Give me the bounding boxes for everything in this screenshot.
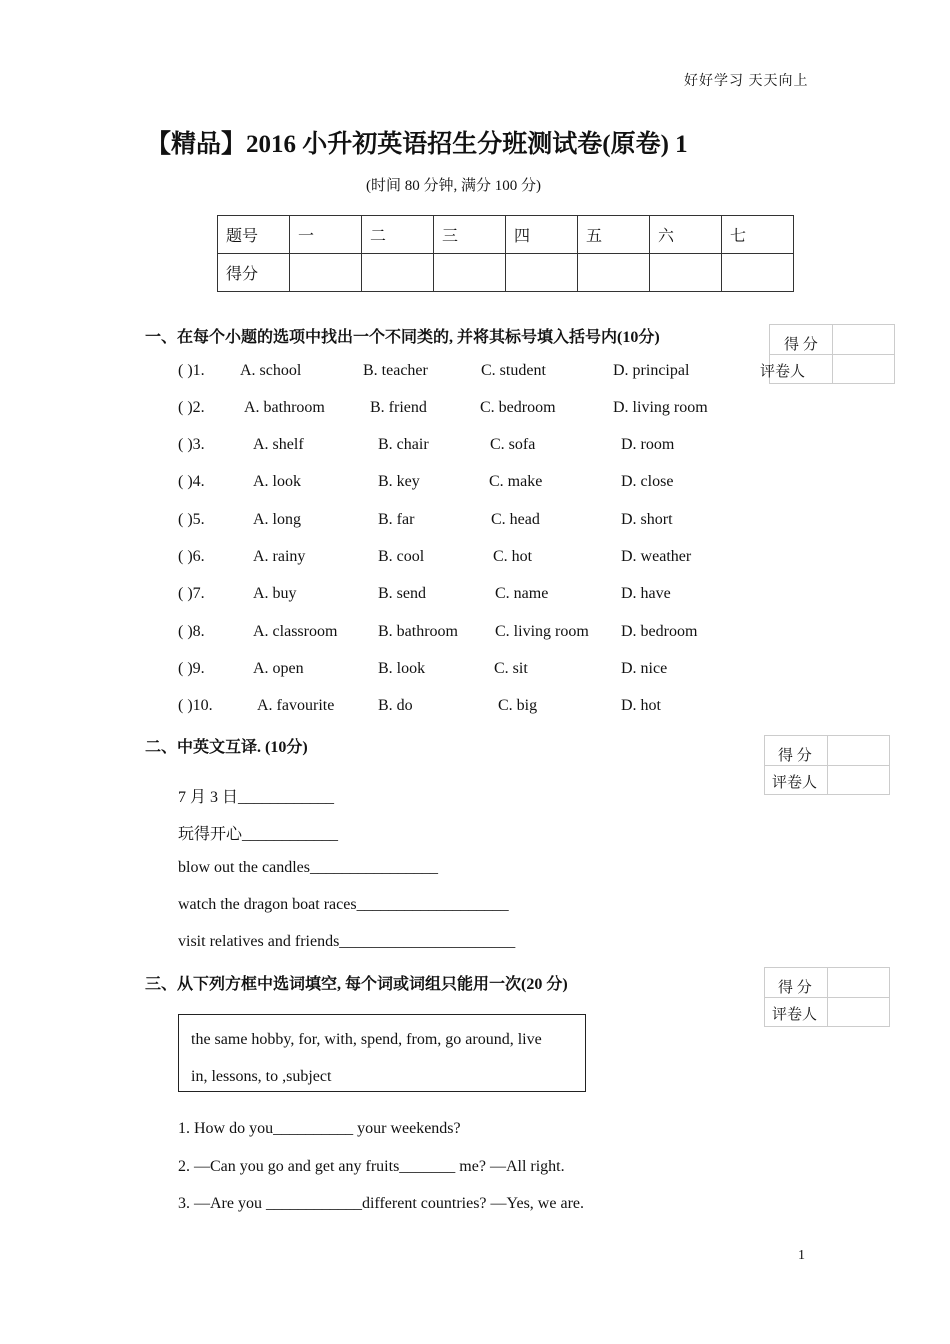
option-a: A. bathroom — [244, 399, 325, 416]
fill-blank-item: 1. How do you__________ your weekends? — [178, 1120, 461, 1137]
question-number: ( )8. — [178, 623, 205, 640]
option-d: D. weather — [621, 548, 692, 565]
grader-box — [764, 735, 890, 795]
option-c: C. hot — [493, 548, 533, 565]
option-b: B. look — [378, 660, 426, 677]
table-cell — [506, 254, 578, 292]
table-cell: 题号 — [218, 216, 290, 254]
question-number: ( )4. — [178, 473, 205, 490]
option-a: A. look — [253, 473, 301, 490]
option-c: C. big — [498, 697, 538, 714]
question-number: ( )3. — [178, 436, 205, 453]
grader-label: 评卷人 — [772, 775, 818, 791]
question-row — [178, 660, 738, 684]
fill-blank-item: 2. —Can you go and get any fruits_______ me? —All right. — [178, 1158, 565, 1175]
option-c: C. name — [495, 585, 549, 602]
page-number: 1 — [798, 1248, 805, 1263]
question-number: ( )10. — [178, 697, 213, 714]
word-bank-line: the same hobby, for, with, spend, from, go around, live — [191, 1031, 542, 1048]
question-row — [178, 623, 738, 647]
question-row — [178, 511, 738, 535]
option-d: D. have — [621, 585, 671, 602]
translation-item: 玩得开心____________ — [178, 826, 339, 843]
option-a: A. rainy — [253, 548, 306, 565]
option-b: B. teacher — [363, 362, 428, 379]
table-cell — [650, 254, 722, 292]
option-d: D. nice — [621, 660, 668, 677]
question-row — [178, 548, 738, 572]
grader-label: 评卷人 — [760, 364, 806, 380]
option-a: A. long — [253, 511, 301, 528]
grader-label: 评卷人 — [772, 1007, 818, 1023]
option-b: B. key — [378, 473, 420, 490]
option-d: D. living room — [613, 399, 708, 416]
table-cell: 六 — [650, 216, 722, 254]
grader-box — [760, 324, 895, 384]
score-table — [217, 215, 794, 292]
score-table-header-row — [218, 216, 794, 254]
table-cell — [722, 254, 794, 292]
section2-title: 二、中英文互译. (10分) — [145, 739, 308, 756]
option-b: B. cool — [378, 548, 425, 565]
option-a: A. classroom — [253, 623, 338, 640]
option-c: C. bedroom — [480, 399, 556, 416]
option-b: B. do — [378, 697, 413, 714]
option-b: B. friend — [370, 399, 427, 416]
score-table-score-row — [218, 254, 794, 292]
question-row — [178, 362, 738, 386]
option-c: C. make — [489, 473, 543, 490]
table-cell — [290, 254, 362, 292]
question-number: ( )9. — [178, 660, 205, 677]
option-a: A. shelf — [253, 436, 304, 453]
table-cell — [578, 254, 650, 292]
option-b: B. chair — [378, 436, 429, 453]
option-d: D. close — [621, 473, 674, 490]
question-number: ( )6. — [178, 548, 205, 565]
fill-blank-item: 3. —Are you ____________different countries? —Yes, we are. — [178, 1195, 584, 1212]
page-header: 好好学习 天天向上 — [684, 74, 809, 89]
table-cell: 三 — [434, 216, 506, 254]
option-d: D. room — [621, 436, 675, 453]
table-cell: 四 — [506, 216, 578, 254]
option-c: C. student — [481, 362, 546, 379]
section3-title: 三、从下列方框中选词填空, 每个词或词组只能用一次(20 分) — [145, 976, 568, 993]
table-cell: 七 — [722, 216, 794, 254]
option-d: D. hot — [621, 697, 661, 714]
question-row — [178, 585, 738, 609]
translation-item: 7 月 3 日____________ — [178, 789, 335, 806]
option-d: D. principal — [613, 362, 690, 379]
score-label: 得 分 — [778, 748, 812, 764]
option-c: C. living room — [495, 623, 589, 640]
translation-item: blow out the candles________________ — [178, 859, 438, 876]
question-number: ( )5. — [178, 511, 205, 528]
option-d: D. short — [621, 511, 673, 528]
option-c: C. sit — [494, 660, 528, 677]
question-number: ( )7. — [178, 585, 205, 602]
question-row — [178, 399, 738, 423]
page-subtitle: (时间 80 分钟, 满分 100 分) — [366, 178, 541, 194]
question-number: ( )1. — [178, 362, 205, 379]
option-b: B. send — [378, 585, 426, 602]
score-label: 得 分 — [784, 337, 818, 353]
option-a: A. favourite — [257, 697, 335, 714]
question-row — [178, 436, 738, 460]
translation-item: visit relatives and friends______________________ — [178, 933, 516, 950]
option-d: D. bedroom — [621, 623, 698, 640]
option-a: A. school — [240, 362, 302, 379]
option-a: A. open — [253, 660, 304, 677]
grader-box — [764, 967, 890, 1027]
word-bank-box — [178, 1014, 586, 1092]
table-cell: 二 — [362, 216, 434, 254]
option-c: C. sofa — [490, 436, 536, 453]
word-bank-line: in, lessons, to ,subject — [191, 1068, 332, 1085]
question-row — [178, 697, 738, 721]
table-cell — [434, 254, 506, 292]
table-cell: 得分 — [218, 254, 290, 292]
question-number: ( )2. — [178, 399, 205, 416]
option-b: B. bathroom — [378, 623, 458, 640]
option-b: B. far — [378, 511, 415, 528]
question-row — [178, 473, 738, 497]
option-a: A. buy — [253, 585, 297, 602]
option-c: C. head — [491, 511, 540, 528]
translation-item: watch the dragon boat races___________________ — [178, 896, 509, 913]
score-label: 得 分 — [778, 980, 812, 996]
table-cell — [362, 254, 434, 292]
table-cell: 五 — [578, 216, 650, 254]
page-title: 【精品】2016 小升初英语招生分班测试卷(原卷) 1 — [146, 131, 688, 158]
table-cell: 一 — [290, 216, 362, 254]
section1-title: 一、在每个小题的选项中找出一个不同类的, 并将其标号填入括号内(10分) — [145, 329, 660, 346]
